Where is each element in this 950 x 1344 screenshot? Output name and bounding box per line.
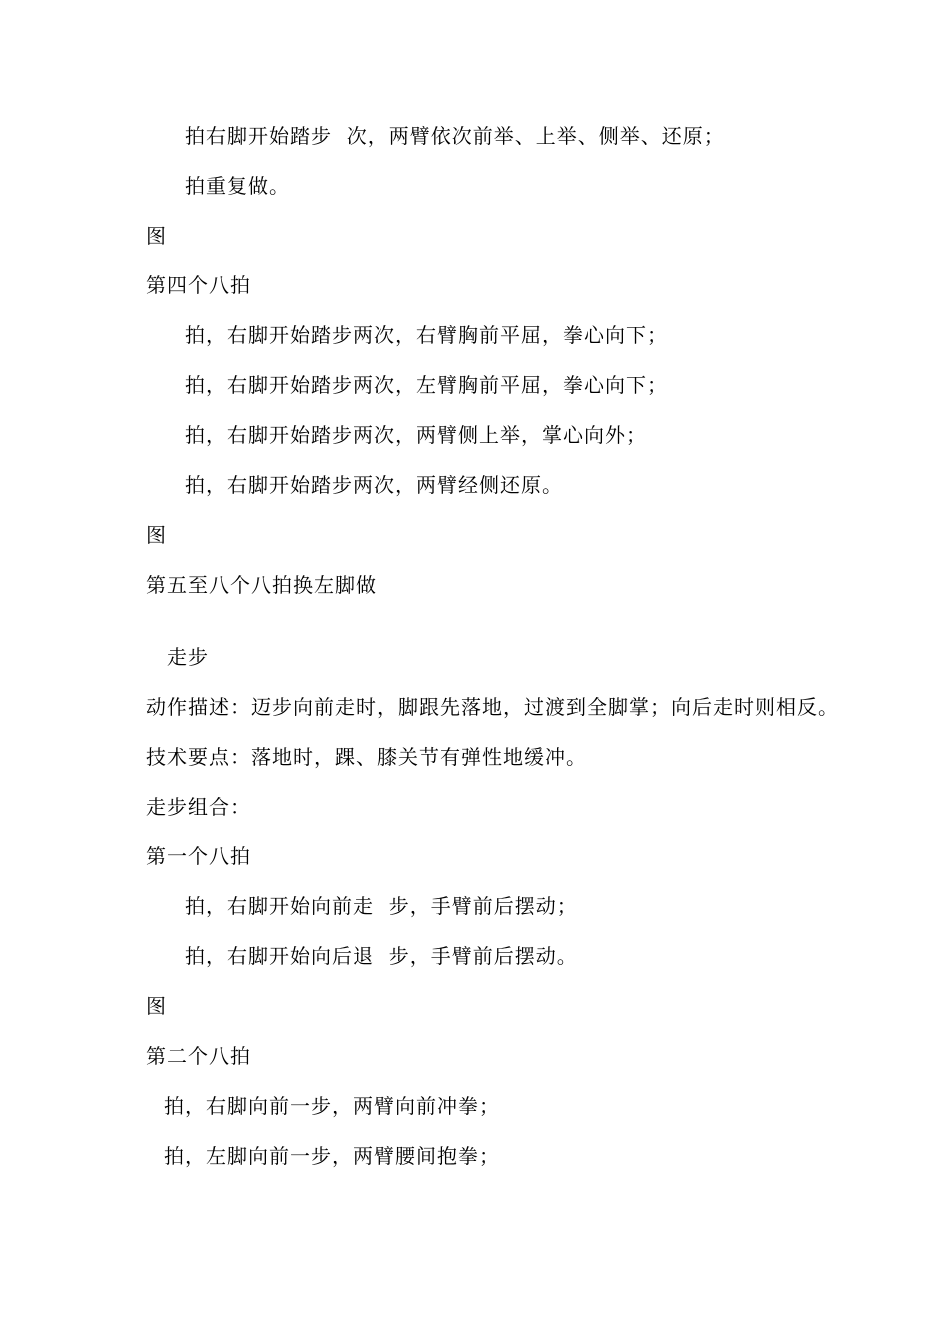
text-line: 技术要点：落地时，踝、膝关节有弹性地缓冲。	[146, 745, 587, 769]
text-line: 拍，左脚向前一步，两臂腰间抱拳；	[164, 1144, 500, 1168]
text-line: 拍右脚开始踏步 次，两臂依次前举、上举、侧举、还原；	[185, 124, 725, 148]
text-line: 拍，右脚开始向后退 步，手臂前后摆动。	[185, 944, 578, 968]
subsection-heading: 走步	[167, 645, 209, 669]
section-heading: 第四个八拍	[146, 273, 251, 297]
text-line: 拍，右脚开始踏步两次，左臂胸前平屈，拳心向下；	[185, 373, 668, 397]
section-heading: 第一个八拍	[146, 844, 251, 868]
text-line: 拍，右脚开始向前走 步，手臂前后摆动；	[185, 894, 578, 918]
text-line: 拍，右脚开始踏步两次，右臂胸前平屈，拳心向下；	[185, 323, 668, 347]
text-line: 拍，右脚开始踏步两次，两臂侧上举，掌心向外；	[185, 423, 647, 447]
figure-label: 图	[146, 523, 167, 547]
section-heading: 第二个八拍	[146, 1044, 251, 1068]
text-line: 走步组合：	[146, 795, 251, 819]
text-line: 拍，右脚向前一步，两臂向前冲拳；	[164, 1094, 500, 1118]
text-line: 拍，右脚开始踏步两次，两臂经侧还原。	[185, 473, 563, 497]
section-heading: 第五至八个八拍换左脚做	[146, 573, 377, 597]
figure-label: 图	[146, 994, 167, 1018]
text-line: 动作描述：迈步向前走时，脚跟先落地，过渡到全脚掌；向后走时则相反。	[146, 695, 839, 719]
text-line: 拍重复做。	[185, 174, 290, 198]
figure-label: 图	[146, 224, 167, 248]
